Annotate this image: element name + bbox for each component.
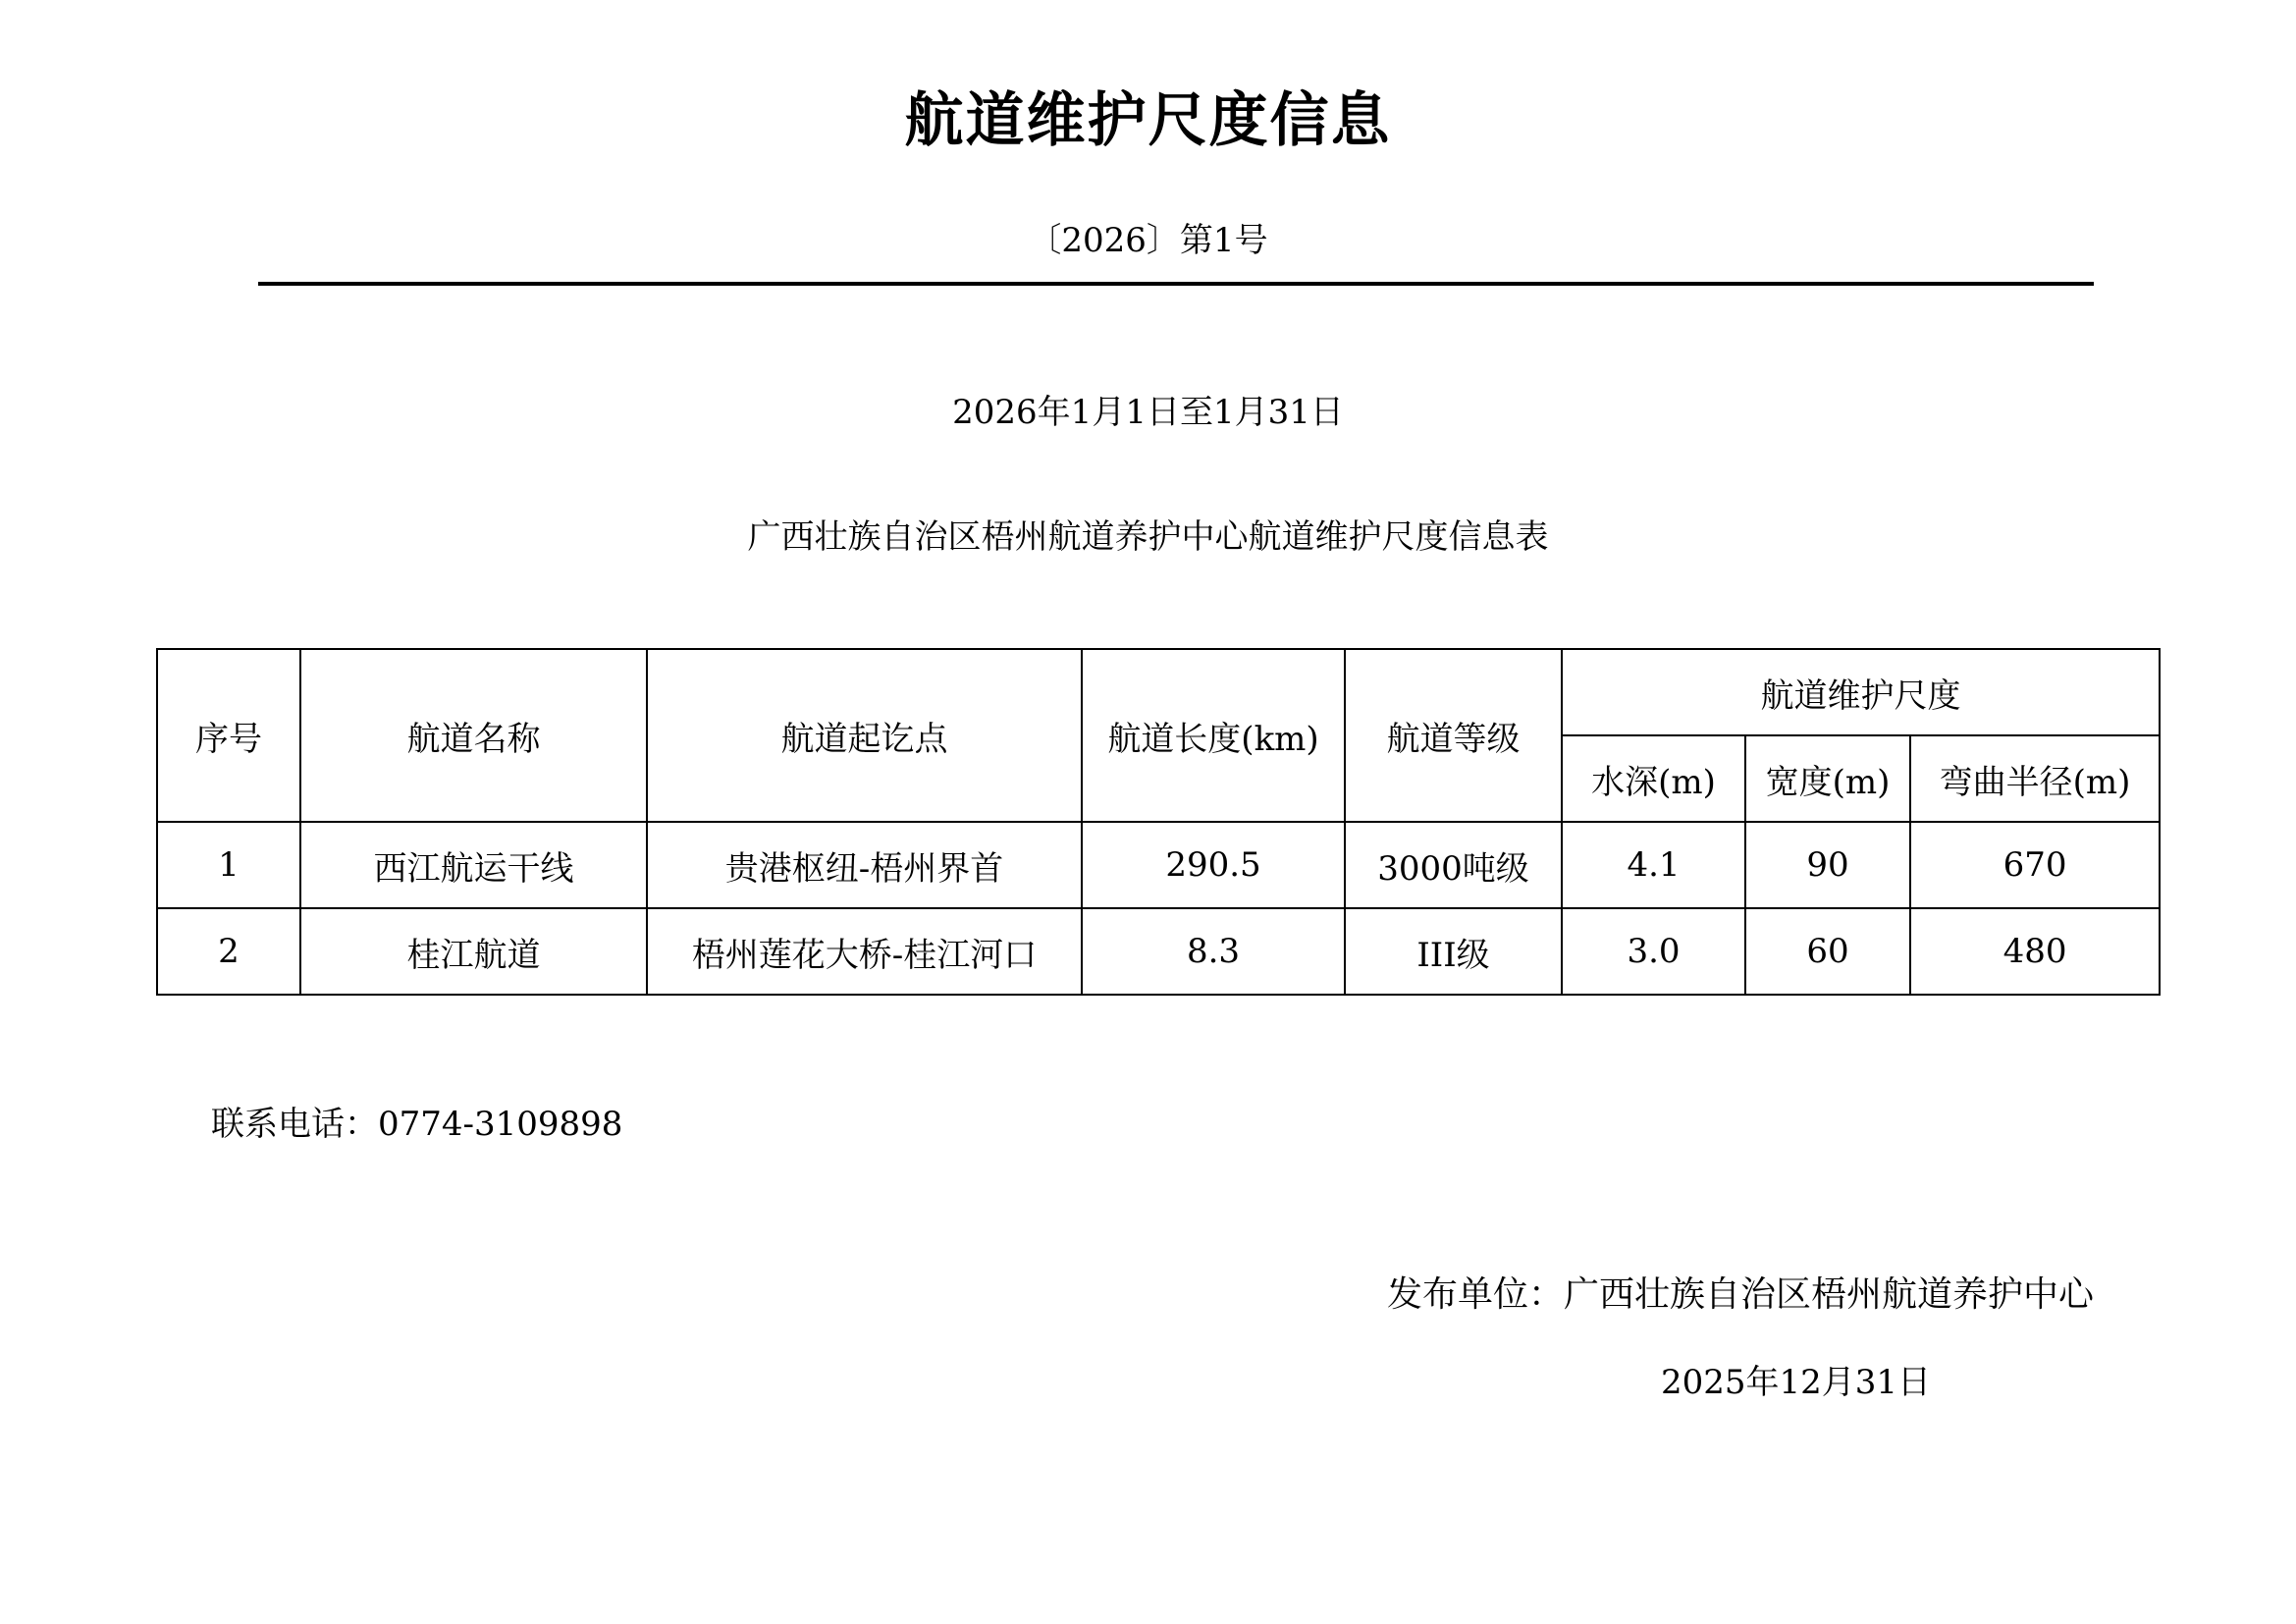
table-title: 广西壮族自治区梧州航道养护中心航道维护尺度信息表 [747,517,1549,557]
cell-seq: 1 [157,822,300,908]
cell-width: 60 [1745,908,1910,995]
cell-endpoints: 贵港枢纽-梧州界首 [647,822,1082,908]
header-width: 宽度(m) [1745,735,1910,822]
header-channel-name: 航道名称 [300,649,647,822]
cell-channel-name: 桂江航道 [300,908,647,995]
cell-bend-radius: 480 [1910,908,2160,995]
reporting-period: 2026年1月1日至1月31日 [952,393,1344,432]
header-grade: 航道等级 [1345,649,1562,822]
header-depth: 水深(m) [1562,735,1745,822]
contact-phone: 联系电话：0774-3109898 [211,1105,623,1144]
cell-endpoints: 梧州莲花大桥-桂江河口 [647,908,1082,995]
channel-dimensions-table [156,648,2161,996]
document-title: 航道维护尺度信息 [904,86,1392,155]
issue-date: 2025年12月31日 [1660,1363,1931,1402]
cell-grade: 3000吨级 [1345,822,1562,908]
document-number: 〔2026〕第1号 [1028,221,1268,260]
cell-depth: 3.0 [1562,908,1745,995]
table-header-row [157,649,2160,735]
table-row [157,908,2160,995]
header-divider [258,282,2094,286]
header-seq: 序号 [157,649,300,822]
cell-seq: 2 [157,908,300,995]
header-endpoints: 航道起讫点 [647,649,1082,822]
cell-width: 90 [1745,822,1910,908]
cell-length: 8.3 [1082,908,1345,995]
header-bend-radius: 弯曲半径(m) [1910,735,2160,822]
cell-length: 290.5 [1082,822,1345,908]
cell-depth: 4.1 [1562,822,1745,908]
header-length: 航道长度(km) [1082,649,1345,822]
header-maintenance-dimensions: 航道维护尺度 [1562,649,2160,735]
cell-bend-radius: 670 [1910,822,2160,908]
table-row [157,822,2160,908]
publisher: 发布单位：广西壮族自治区梧州航道养护中心 [1386,1274,2094,1315]
cell-grade: III级 [1345,908,1562,995]
cell-channel-name: 西江航运干线 [300,822,647,908]
